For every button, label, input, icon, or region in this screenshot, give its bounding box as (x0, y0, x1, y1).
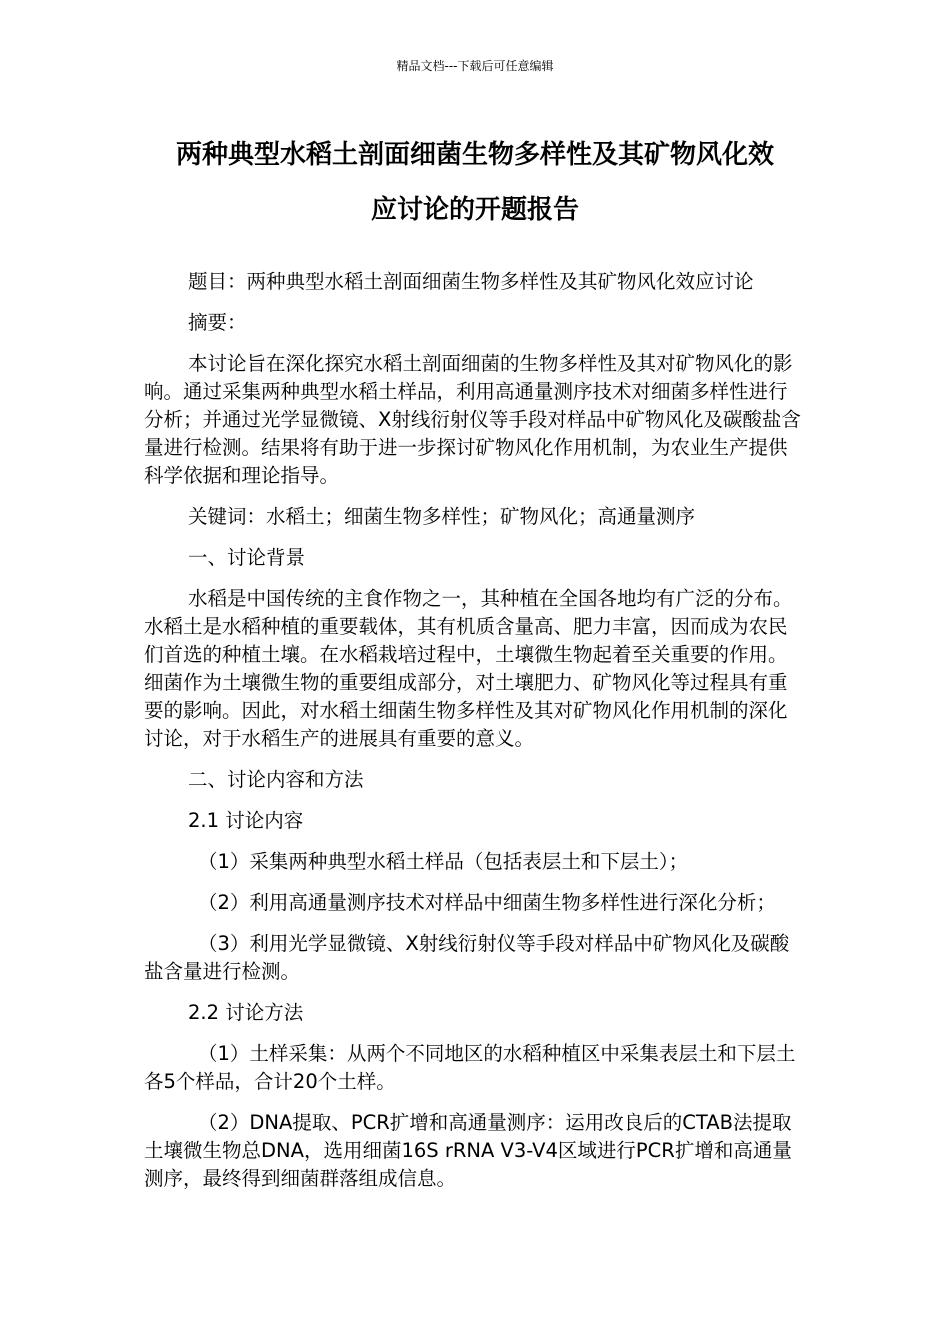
document-body (144, 268, 806, 1206)
method-item-1: （1）土样采集：从两个不同地区的水稻种植区中采集表层土和下层土各5个样品，合计20个土样。 (144, 1042, 796, 1093)
subsection-heading-methods: 2.2 讨论方法 (188, 1001, 304, 1024)
subsection-heading-content: 2.1 讨论内容 (188, 809, 304, 832)
content-item-1: （1）采集两种典型水稻土样品（包括表层土和下层土）； (198, 850, 689, 873)
content-item-3: （3）利用光学显微镜、X射线衍射仪等手段对样品中矿物风化及碳酸盐含量进行检测。 (144, 932, 790, 983)
document-title-line-1: 两种典型水稻土剖面细菌生物多样性及其矿物风化效 (175, 140, 774, 170)
content-item-2: （2）利用高通量测序技术对样品中细菌生物多样性进行深化分析； (198, 891, 776, 914)
document-title-line-2: 应讨论的开题报告 (370, 195, 579, 225)
header-note: 精品文档---下载后可任意编辑 (396, 59, 554, 73)
method-item-2: （2）DNA提取、PCR扩增和高通量测序：运用改良后的CTAB法提取土壤微生物总DNA，选用细菌16S rRNA V3-V4区域进行PCR扩增和高通量测序，最终得到细菌群落组成信息。 (144, 1111, 792, 1190)
abstract-paragraph: 本讨论旨在深化探究水稻土剖面细菌的生物多样性及其对矿物风化的影响。通过采集两种典型水稻土样品，利用高通量测序技术对细菌多样性进行分析；并通过光学显微镜、X射线衍射仪等手段对样品中矿物风化及碳酸盐含量进行检测。结果将有助于进一步探讨矿物风化作用机制，为农业生产提供科学依据和理论指导。 (144, 352, 801, 487)
background-paragraph: 水稻是中国传统的主食作物之一，其种植在全国各地均有广泛的分布。水稻土是水稻种植的重要载体，其有机质含量高、肥力丰富，因而成为农民们首选的种植土壤。在水稻栽培过程中，土壤微生物起着至关重要的作用。细菌作为土壤微生物的重要组成部分，对土壤肥力、矿物风化等过程具有重要的影响。因此，对水稻土细菌生物多样性及其对矿物风化作用机制的深化讨论，对于水稻生产的进展具有重要的意义。 (144, 587, 793, 750)
section-heading-background: 一、讨论背景 (188, 546, 306, 569)
subject-line: 题目：两种典型水稻土剖面细菌生物多样性及其矿物风化效应讨论 (188, 270, 754, 293)
abstract-heading: 摘要： (188, 311, 247, 334)
section-heading-content-methods: 二、讨论内容和方法 (188, 768, 364, 791)
keywords-line: 关键词：水稻土；细菌生物多样性；矿物风化；高通量测序 (188, 505, 696, 528)
